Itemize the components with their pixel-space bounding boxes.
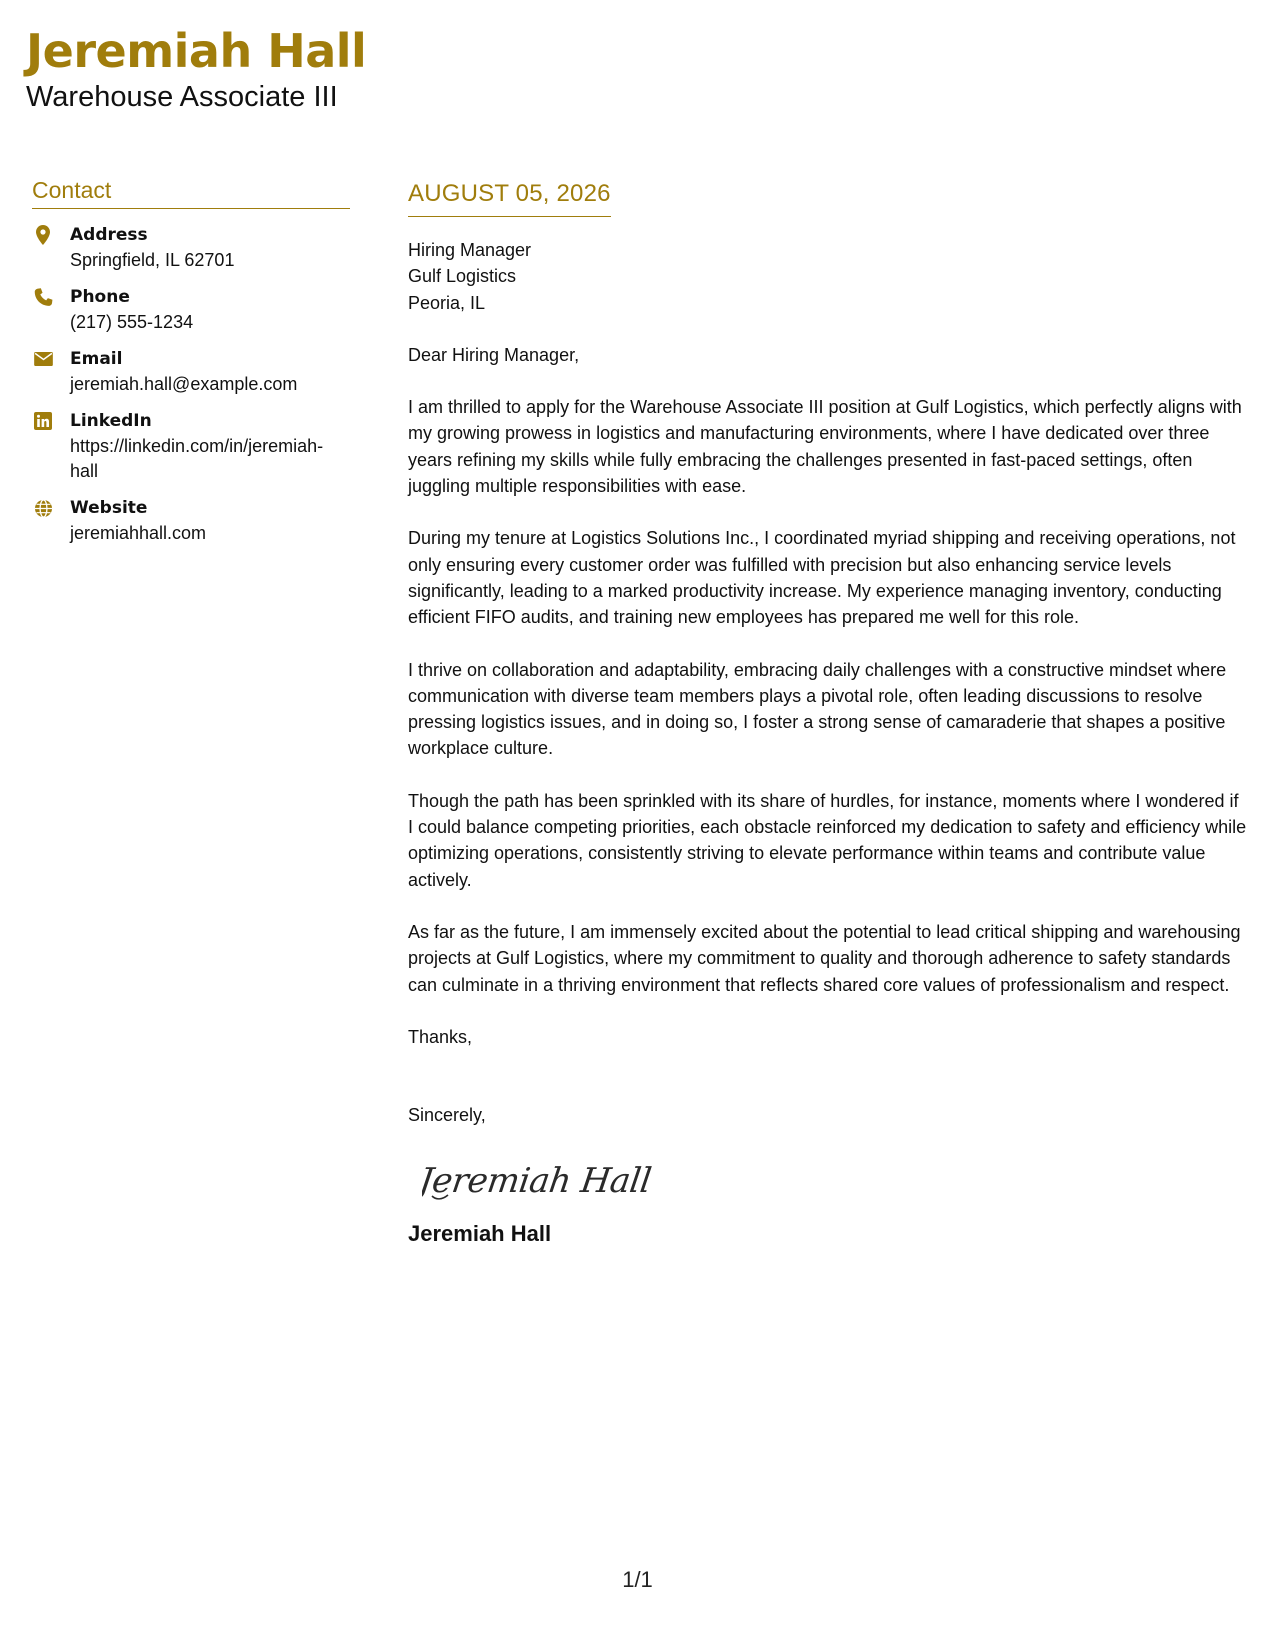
map-pin-icon xyxy=(32,224,54,246)
linkedin-icon xyxy=(32,410,54,432)
contact-section-title: Contact xyxy=(32,176,350,209)
contact-label: Email xyxy=(70,349,123,369)
phone-icon xyxy=(32,286,54,308)
signature-text: Jeremiah Hall xyxy=(422,1161,654,1202)
paragraph: I am thrilled to apply for the Warehouse Associate III position at Gulf Logistics, which perfectly aligns with my growing prowess in logistics and manufacturing environments, where I have dedicated over three years refining my skills while fully embracing the challenges presented in fast-paced settings, often juggling multiple responsibilities with ease. xyxy=(408,397,1242,497)
contact-sidebar xyxy=(32,176,350,558)
envelope-icon xyxy=(32,348,54,370)
contact-item-website xyxy=(32,496,350,546)
globe-icon xyxy=(32,497,54,519)
contact-value: Springfield, IL 62701 xyxy=(70,250,235,270)
contact-value: (217) 555-1234 xyxy=(70,312,194,332)
job-title: Warehouse Associate III xyxy=(26,81,338,113)
signoff: Sincerely, xyxy=(408,1105,486,1126)
contact-value[interactable]: jeremiahhall.com xyxy=(70,523,207,543)
contact-value: jeremiah.hall@example.com xyxy=(70,374,298,394)
signer-name: Jeremiah Hall xyxy=(408,1221,552,1247)
contact-label: Website xyxy=(70,498,148,518)
contact-label: Phone xyxy=(70,287,130,307)
paragraph: During my tenure at Logistics Solutions Inc., I coordinated myriad shipping and receiving operations, not only ensuring every customer order was fulfilled with precision but also enhancing service levels significantly, leading to a marked productivity increase. My experience managing inventory, conducting efficient FIFO audits, and training new employees has prepared me well for this role. xyxy=(408,528,1236,628)
contact-item-address xyxy=(32,223,350,273)
contact-item-email xyxy=(32,347,350,397)
letter-body xyxy=(408,176,1248,1248)
salutation: Dear Hiring Manager, xyxy=(408,344,580,365)
handwritten-signature xyxy=(422,1148,1248,1206)
contact-item-linkedin xyxy=(32,409,350,484)
contact-item-phone xyxy=(32,285,350,335)
recipient-line: Gulf Logistics xyxy=(408,266,517,287)
paragraph: As far as the future, I am immensely excited about the potential to lead critical shipping and warehousing projects at Gulf Logistics, where my commitment to quality and thorough adherence to safety standards can culminate in a thriving environment that reflects shared core values of professionalism and respect. xyxy=(408,921,1241,995)
header xyxy=(26,22,366,114)
letter-date: AUGUST 05, 2026 xyxy=(408,178,611,217)
paragraph: I thrive on collaboration and adaptability, embracing daily challenges with a constructive mindset where communication with diverse team members plays a pivotal role, often leading discussions to resolve pressing logistics issues, and in doing so, I foster a strong sense of camaraderie that shapes a positive workplace culture. xyxy=(408,659,1227,759)
recipient-line: Hiring Manager xyxy=(408,240,532,260)
closing: Thanks, xyxy=(408,1026,473,1047)
recipient-line: Peoria, IL xyxy=(408,292,486,313)
contact-value[interactable]: https://linkedin.com/in/jeremiah-hall xyxy=(70,436,324,481)
contact-label: Address xyxy=(70,225,148,245)
recipient-block xyxy=(408,237,1248,316)
applicant-name: Jeremiah Hall xyxy=(26,24,367,78)
contact-label: LinkedIn xyxy=(70,411,152,431)
paragraph: Though the path has been sprinkled with its share of hurdles, for instance, moments where I wondered if I could balance competing priorities, each obstacle reinforced my dedication to safety and efficiency while optimizing operations, consistently striving to elevate performance within teams and contribute value actively. xyxy=(408,790,1247,890)
page-number: 1/1 xyxy=(622,1567,653,1592)
